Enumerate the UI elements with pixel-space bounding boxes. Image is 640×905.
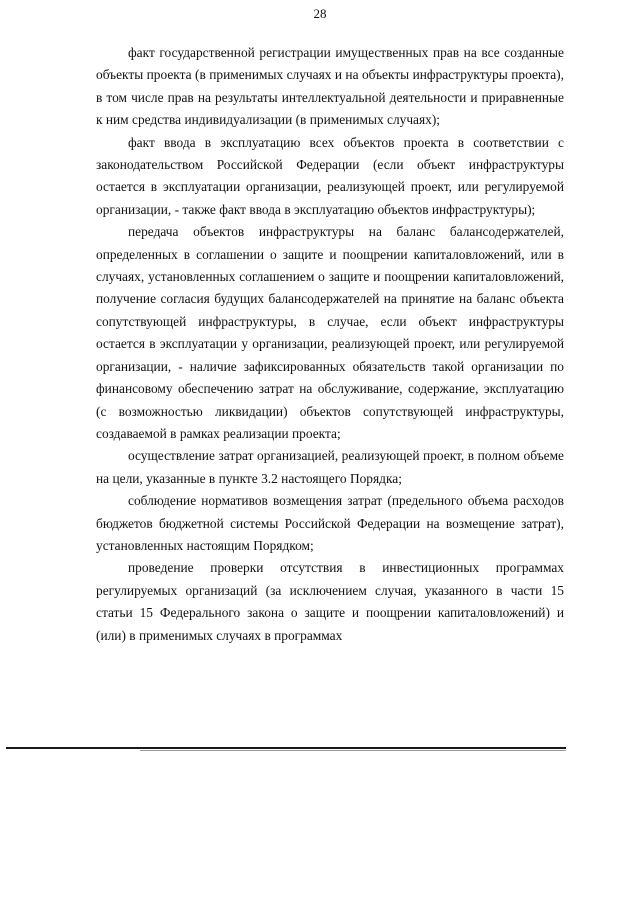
document-body — [96, 42, 564, 647]
paragraph-investment-programs-check: проведение проверки отсутствия в инвестиционных программах регулируемых организаций (за исключением случая, указанного в части 15 статьи 15 Федерального закона о защите и поощрении капиталовложений) и (или) в применимых случаях в программах — [96, 560, 564, 643]
paragraph-state-registration: факт государственной регистрации имущественных прав на все созданные объекты проекта (в применимых случаях и на объекты инфраструктуры проекта), в том числе прав на результаты интеллектуальной деятельности и приравненные к ним средства индивидуализации (в применимых случаях); — [96, 45, 564, 128]
scan-edge-line — [6, 747, 566, 749]
paragraph-infrastructure-transfer: передача объектов инфраструктуры на баланс балансодержателей, определенных в соглашении о защите и поощрении капиталовложений, или в случаях, установленных соглашением о защите и поощрении капиталовложений, получение согласия будущих балансодержателей на принятие на баланс объекта сопутствующей инфраструктуры, в случае, если объект инфраструктуры остается в эксплуатации у организации, реализующей проект, или регулируемой организации, - наличие зафиксированных обязательств такой организации по финансовому обеспечению затрат на обслуживание, содержание, эксплуатацию (с возможностью ликвидации) объектов сопутствующей инфраструктуры, создаваемой в рамках реализации проекта; — [96, 224, 564, 441]
paragraph-reimbursement-standards: соблюдение нормативов возмещения затрат (предельного объема расходов бюджетов бюджетной системы Российской Федерации на возмещение затрат), установленных настоящим Порядком; — [96, 493, 564, 553]
paragraph-cost-implementation: осуществление затрат организацией, реализующей проект, в полном объеме на цели, указанные в пункте 3.2 настоящего Порядка; — [96, 448, 564, 486]
page-number: 28 — [313, 6, 327, 21]
paragraph-commissioning: факт ввода в эксплуатацию всех объектов проекта в соответствии с законодательством Российской Федерации (если объект инфраструктуры остается в эксплуатации организации, реализующей проект, или регулируемой организации, - также факт ввода в эксплуатацию объектов инфраструктуры); — [96, 134, 564, 217]
scan-edge-line-thin — [140, 750, 566, 751]
